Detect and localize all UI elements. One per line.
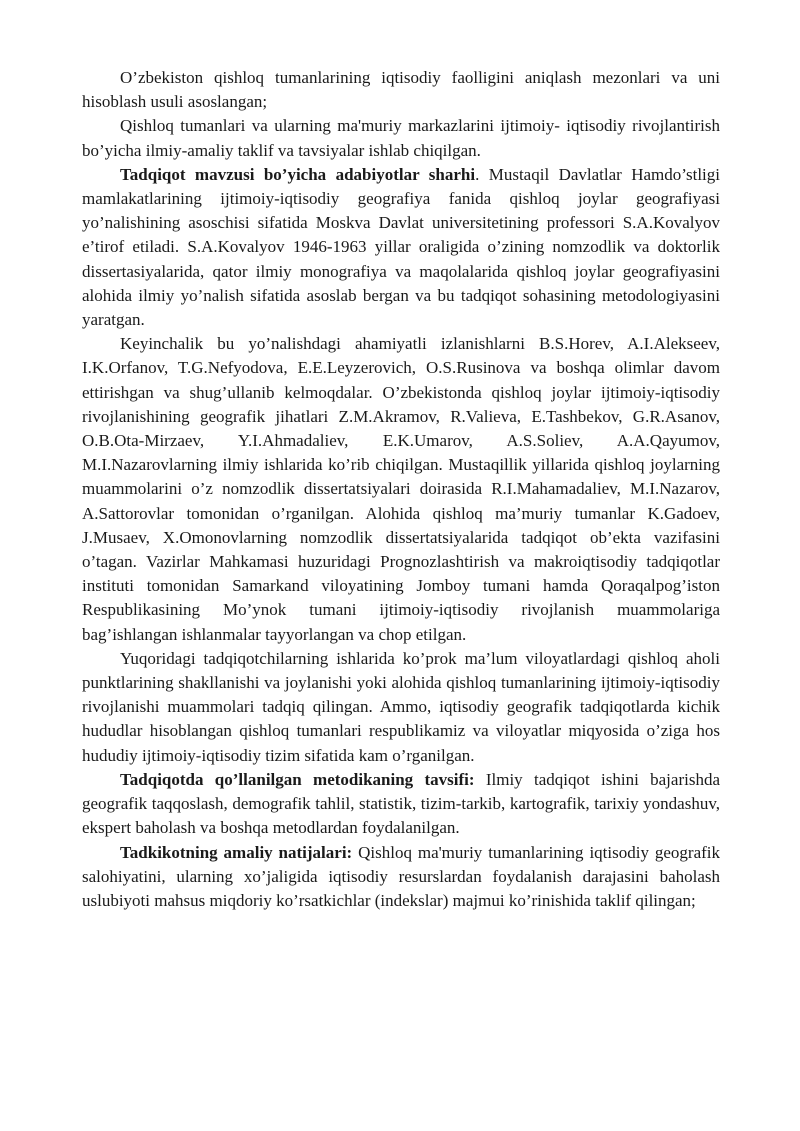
paragraph-criteria — [82, 66, 720, 114]
paragraph-text: Yuqoridagi tadqiqotchilarning ishlarida ko’prok ma’lum viloyatlardagi qishloq aholi punktlarining shakllanishi va joylanishi yoki alohida qishloq tumanlarining ijtimoiy-iqtisodiy rivojlanishi muammolari tadqiq qilingan. Ammo, iqtisodiy geografik tadqiqotlarda kichik hududlar hisoblangan qishloq tumanlari respublikamiz va viloyatlar miqyosida o’ziga hos hududiy ijtimoiy-iqtisodiy tizim sifatida kam o’rganilgan. — [82, 648, 720, 765]
paragraph-literature-review — [82, 163, 720, 332]
paragraph-researchers — [82, 332, 720, 647]
section-heading-methodology: Tadqiqotda qo’llanilgan metodikaning tavsifi: — [120, 769, 475, 789]
paragraph-text: Keyinchalik bu yo’nalishdagi ahamiyatli izlanishlarni B.S.Horev, A.I.Alekseev, I.K.Orfanov, T.G.Nefyodova, E.E.Leyzerovich, O.S.Rusinova va boshqa olimlar davom ettirishgan va shug’ullanib kelmoqdalar. O’zbekistonda qishloq joylar ijtimoiy-iqtisodiy rivojlanishining geografik jihatlari Z.M.Akramov, R.Valieva, E.Tashbekov, G.R.Asanov, O.B.Ota-Mirzaev, Y.I.Ahmadaliev, E.K.Umarov, A.S.Soliev, A.A.Qayumov, M.I.Nazarovlarning ilmiy ishlarida ko’rib chiqilgan. Mustaqillik yillarida qishloq joylarning muammolarini o’z nomzodlik dissertatsiyalari doirasida R.I.Mahamadaliev, M.I.Nazarov, A.Sattorovlar tomonidan o’rganilgan. Alohida qishloq ma’muriy tumanlar K.Gadoev, J.Musaev, X.Omonovlarning nomzodlik dissertatsiyalarida tadqiqot ob’ekta vazifasini o’tagan. Vazirlar Mahkamasi huzuridagi Prognozlashtirish va makroiqtisodiy tadqiqotlar instituti tomonidan Samarkand viloyatining Jomboy tumani hamda Qoraqalpog’iston Respublikasining Mo’ynok tumani ijtimoiy-iqtisodiy rivojlanish muammolariga bag’ishlangan ishlanmalar tayyorlangan va chop etilgan. — [82, 334, 720, 644]
paragraph-text: Ilmiy tadqiqot ishini bajarishda geografik taqqoslash, demografik tahlil, statistik, tizim-tarkib, kartografik, tarixiy yondashuv, ekspert baholash va boshqa metodlardan foydalanilgan. — [82, 769, 720, 838]
paragraph-recommendations — [82, 114, 720, 162]
section-heading-practical-results: Tadkikotning amaliy natijalari: — [120, 842, 353, 862]
paragraph-practical-results — [82, 841, 720, 914]
paragraph-text: Qishloq tumanlari va ularning ma'muriy markazlarini ijtimoiy- iqtisodiy rivojlantirish bo’yicha ilmiy-amaliy taklif va tavsiyalar ishlab chiqilgan. — [82, 116, 720, 160]
paragraph-text: . Mustaqil Davlatlar Hamdo’stligi mamlakatlarining ijtimoiy-iqtisodiy geografiya fanida qishloq joylar geografiyasi yo’nalishining asoschisi sifatida Moskva Davlat universitetining professori S.A.Kovalyov e’tirof etiladi. S.A.Kovalyov 1946-1963 yillar oraligida o’zining nomzodlik va doktorlik dissertasiyalarida, qator ilmiy monografiya va maqolalarida qishloq joylar geografiyasini alohida ilmiy yo’nalish sifatida asoslab bergan va bu tadqiqot sohasining metodologiyasini yaratgan. — [82, 164, 721, 330]
document-body — [82, 66, 720, 913]
paragraph-research-gap — [82, 647, 720, 768]
paragraph-methodology — [82, 768, 720, 841]
paragraph-text: O’zbekiston qishloq tumanlarining iqtisodiy faolligini aniqlash mezonlari va uni hisoblash usuli asoslangan; — [82, 68, 720, 112]
paragraph-text: Qishloq ma'muriy tumanlarining iqtisodiy geografik salohiyatini, ularning xo’jaligida iqtisodiy resurslardan foydalanish darajasini baholash uslubiyoti mahsus miqdoriy ko’rsatkichlar (indekslar) majmui ko’rinishida taklif qilingan; — [82, 842, 720, 910]
section-heading-literature-review: Tadqiqot mavzusi bo’yicha adabiyotlar sharhi — [120, 164, 476, 184]
